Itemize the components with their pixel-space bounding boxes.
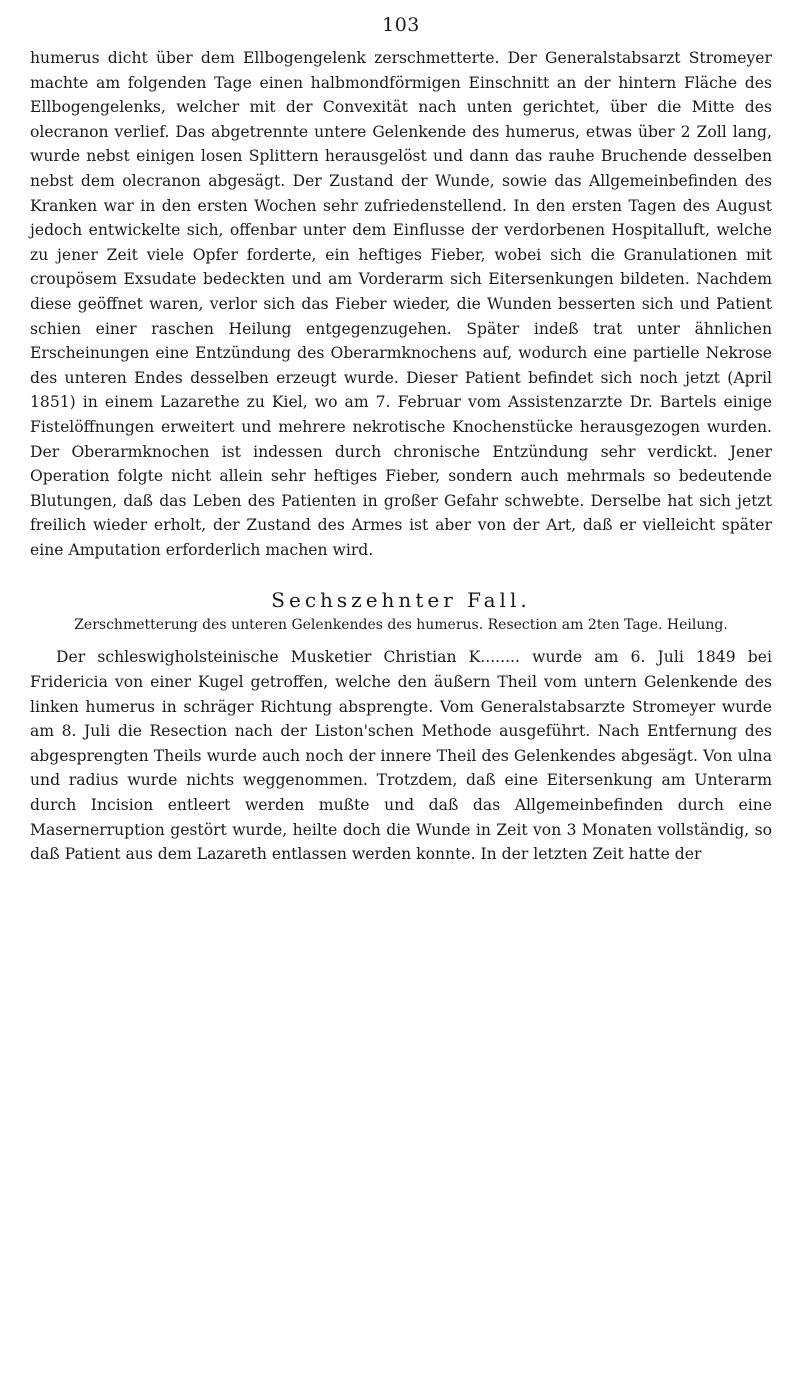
case-heading: Sechszehnter Fall. bbox=[271, 588, 531, 613]
body-paragraph: humerus dicht über dem Ellbogengelenk zerschmetterte. Der Generalstabsarzt Stromeyer machte am folgenden Tage einen halbmondförmigen Einschnitt an der hintern Fläche des Ellbogengelenks, welcher mit der Convexität nach unten gerichtet, über die Mitte des olecranon verlief. Das abgetrennte untere Gelenkende des humerus, etwas über 2 Zoll lang, wurde nebst einigen losen Splittern herausgelöst und dann das rauhe Bruchende desselben nebst dem olecranon abgesägt. Der Zustand der Wunde, sowie das Allgemeinbefinden des Kranken war in den ersten Wochen sehr zufriedenstellend. In den ersten Tagen des August jedoch entwickelte sich, offenbar unter dem Einflusse der verdorbenen Hospitalluft, welche zu jener Zeit viele Opfer forderte, ein heftiges Fieber, wobei sich die Granulationen mit croupösem Exsudate bedeckten und am Vorderarm sich Eitersenkungen bildeten. Nachdem diese geöffnet waren, verlor sich das Fieber wieder, die Wunden besserten sich und Patient schien einer raschen Heilung entgegenzugehen. Später indeß trat unter ähnlichen Erscheinungen eine Entzündung des Oberarmknochens auf, wodurch eine partielle Nekrose des unteren Endes desselben erzeugt wurde. Dieser Patient befindet sich noch jetzt (April 1851) in einem Lazarethe zu Kiel, wo am 7. Februar vom Assistenzarzte Dr. Bartels einige Fistelöffnungen erweitert und mehrere nekrotische Knochenstücke herausgezogen wurden. Der Oberarmknochen ist indessen durch chronische Entzündung sehr verdickt. Jener Operation folgte nicht allein sehr heftiges Fieber, sondern auch mehrmals so bedeutende Blutungen, daß das Leben des Patienten in großer Gefahr schwebte. Derselbe hat sich jetzt freilich wieder erholt, der Zustand des Armes ist aber von der Art, daß er vielleicht später eine Amputation erforderlich machen wird. bbox=[30, 49, 772, 559]
case-summary: Zerschmetterung des unteren Gelenkendes des humerus. Resection am 2ten Tage. Heilung. bbox=[74, 617, 728, 634]
page-number: 103 bbox=[382, 14, 420, 36]
case-paragraph: Der schleswigholsteinische Musketier Christian K........ wurde am 6. Juli 1849 bei Fridericia von einer Kugel getroffen, welche den äußern Theil vom untern Gelenkende des linken humerus in schräger Richtung absprengte. Vom Generalstabsarzte Stromeyer wurde am 8. Juli die Resection nach der Liston'schen Methode ausgeführt. Nach Entfernung des abgesprengten Theils wurde auch noch der innere Theil des Gelenkendes abgesägt. Von ulna und radius wurde nichts weggenommen. Trotzdem, daß eine Eitersenkung am Unterarm durch Incision entleert werden mußte und daß das Allgemeinbefinden durch eine Masernerruption gestört wurde, heilte doch die Wunde in Zeit von 3 Monaten vollständig, so daß Patient aus dem Lazareth entlassen werden konnte. In der letzten Zeit hatte der bbox=[30, 648, 772, 864]
